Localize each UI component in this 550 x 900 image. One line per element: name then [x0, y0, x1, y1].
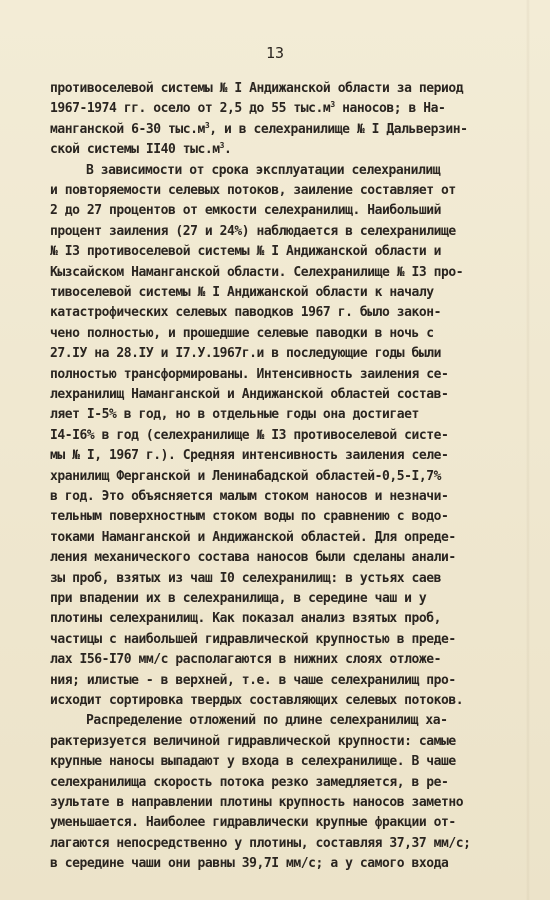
text-line: плотины селехранилищ. Как показал анализ взятых проб,: [50, 611, 441, 627]
page-number: 13: [265, 44, 285, 62]
text-line: крупные наносы выпадают у входа в селехранилище. В чаше: [50, 754, 456, 770]
text-line: Кызсайском Наманганской области. Селехранилище № I3 про-: [50, 264, 464, 280]
text-line: 1967-1974 гг. осело от 2,5 до 55 $тыс.м^3$ наносов; в На-: [50, 100, 446, 117]
text-line: уменьшается. Наиболее гидравлически крупные фракции от-: [50, 815, 456, 831]
text-line: хранилищ Ферганской и Ленинабадской областей-0,5-I,7%: [50, 468, 441, 484]
text-line: мы № I, 1967 г.). Средняя интенсивность заиления селе-: [50, 448, 449, 464]
text-line: селехранилища скорость потока резко замедляется, в ре-: [50, 774, 449, 790]
text-line: ния; илистые - в верхней, т.е. в чаше селехранилищ про-: [50, 672, 456, 688]
text-line: 27.IУ на 28.IУ и I7.У.1967г.и в последующие годы были: [50, 346, 441, 362]
text-line: лехранилищ Наманганской и Андижанской областей состав-: [50, 387, 449, 402]
text-line: тельным поверхностным стоком воды по сравнению с водо-: [50, 509, 449, 525]
text-line: полностью трансформированы. Интенсивность заиления се-: [50, 366, 449, 382]
text-line: катастрофических селевых паводков 1967 г. было закон-: [50, 305, 441, 321]
text-line: зы проб, взятых из чаш I0 селехранилищ: в устьях саев: [50, 570, 441, 586]
text-line: манганской 6-30 $тыс.м^3$, и в селехранилище № I Дальверзин-: [50, 120, 468, 137]
page-fold-shadow: [526, 0, 530, 900]
text-line: чено полностью, и прошедшие селевые паводки в ночь с: [50, 325, 434, 341]
text-line: зультате в направлении плотины крупность наносов заметно: [50, 795, 464, 810]
text-line: рактеризуется величиной гидравлической крупности: самые: [50, 733, 456, 749]
text-line: токами Наманганской и Андижанской областей. Для опреде-: [50, 529, 456, 545]
text-line: ской системы II40 $тыс.м^3$.: [50, 141, 232, 158]
text-line: и повторяемости селевых потоков, заиление составляет от: [50, 183, 456, 198]
text-line: 2 до 27 процентов от емкости селехранилищ. Наибольший: [50, 203, 441, 219]
text-line: I4-I6% в год (селехранилище № I3 противоселевой систе-: [50, 427, 449, 443]
text-line: лах I56-I70 мм/с располагаются в нижних слоях отложе-: [50, 652, 441, 668]
text-line: тивоселевой системы № I Андижанской области к началу: [50, 285, 434, 300]
text-line: лагаются непосредственно у плотины, составляя 37,37 мм/с;: [50, 835, 471, 851]
text-line: № I3 противоселевой системы № I Андижанской области и: [50, 244, 441, 260]
text-line: В зависимости от срока эксплуатации селехранилищ: [86, 162, 441, 178]
text-line: в год. Это объясняется малым стоком наносов и незначи-: [50, 489, 449, 504]
text-line: Распределение отложений по длине селехранилищ ха-: [86, 713, 448, 729]
text-line: ления механического состава наносов были сделаны анали-: [50, 550, 456, 566]
text-line: процент заиления (27 и 24%) наблюдается в селехранилище: [50, 223, 456, 239]
text-line: ляет I-5% в год, но в отдельные годы она достигает: [50, 407, 419, 423]
text-line: противоселевой системы № I Андижанской области за период: [50, 81, 464, 96]
text-line: при впадении их в селехранилища, в середине чаш и у: [50, 591, 427, 606]
text-line: частицы с наибольшей гидравлической крупностью в преде-: [50, 631, 456, 647]
text-line: в середине чаши они равны 39,7I мм/с; а у самого входа: [50, 856, 449, 872]
text-line: исходит сортировка твердых составляющих селевых потоков.: [50, 693, 464, 708]
